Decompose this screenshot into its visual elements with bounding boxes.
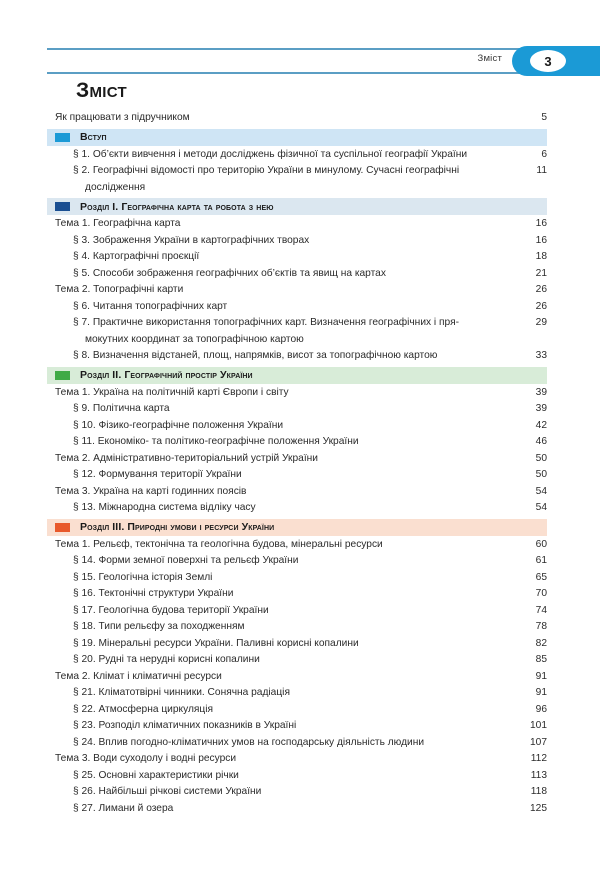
toc-entry[interactable] <box>47 451 547 468</box>
toc-entry[interactable] <box>47 249 547 266</box>
toc-entry[interactable] <box>47 784 547 801</box>
toc-entry-page-number: 101 <box>530 720 547 731</box>
toc-entry[interactable] <box>47 418 547 435</box>
toc-entry[interactable] <box>47 163 547 196</box>
toc-entry[interactable] <box>47 652 547 669</box>
toc-entry-page-number: 16 <box>535 218 547 229</box>
toc-entry-page-number: 107 <box>530 736 547 748</box>
toc-entry-page-number: 118 <box>530 786 547 797</box>
toc-entry[interactable] <box>47 266 547 283</box>
toc-entry-page-number: 39 <box>535 386 547 398</box>
toc-entry-page-number: 42 <box>535 419 547 431</box>
header-label: Зміст <box>477 53 502 64</box>
toc-entry-label: § 2. Географічні відомості про територію України в минулому. Сучасні географічні дослідження <box>47 163 469 196</box>
toc-entry-page-number: 112 <box>530 753 547 764</box>
toc-entry-page-number: 54 <box>535 502 547 513</box>
toc-section-header <box>47 519 547 536</box>
toc-entry-label: Тема 1. Рельєф, тектонічна та геологічна будова, мінеральні ресурси <box>55 538 383 550</box>
toc-entry-label: Як працювати з підручником <box>55 112 190 123</box>
toc-entry-label: § 17. Геологічна будова території України <box>73 604 269 616</box>
toc-entry[interactable] <box>47 718 547 735</box>
toc-entry-label: § 6. Читання топографічних карт <box>73 300 228 312</box>
toc-entry[interactable] <box>47 401 547 418</box>
section-title: Розділ II. Географічний простір України <box>80 369 253 381</box>
toc-entry-page-number: 6 <box>541 148 547 160</box>
toc-entry-page-number: 65 <box>535 571 547 583</box>
toc-entry-page-number: 113 <box>530 769 547 781</box>
toc-entry-label: § 10. Фізико-географічне положення України <box>73 419 284 431</box>
toc-entry-label: Тема 2. Клімат і кліматичні ресурси <box>55 670 222 682</box>
toc-section-header <box>47 129 547 146</box>
toc-entry-label: § 7. Практичне використання топографічних карт. Визначення географічних і пря- мокутних координат за топографічною картою <box>47 315 469 348</box>
toc-entry-label: Тема 1. Географічна карта <box>55 218 181 229</box>
toc-entry-page-number: 125 <box>530 802 547 814</box>
toc-entry-label: § 18. Типи рельєфу за походженням <box>73 621 245 632</box>
toc-entry-label: § 26. Найбільші річкові системи України <box>73 786 262 797</box>
toc-entry-label: § 11. Економіко- та політико-географічне положення України <box>73 436 359 447</box>
toc-entry-label: § 23. Розподіл кліматичних показників в Україні <box>73 720 297 731</box>
toc-entry-label: § 24. Вплив погодно-кліматичних умов на господарську діяльність людини <box>73 736 425 748</box>
toc-entry-page-number: 11 <box>536 165 547 176</box>
toc-entry[interactable] <box>47 434 547 451</box>
toc-entry-page-number: 29 <box>535 317 547 328</box>
toc-entry-page-number: 26 <box>535 284 547 295</box>
running-header <box>0 48 600 80</box>
toc-entry[interactable] <box>47 110 547 127</box>
toc-entry-label: § 16. Тектонічні структури України <box>73 588 234 599</box>
toc-entry[interactable] <box>47 484 547 501</box>
toc-entry[interactable] <box>47 299 547 316</box>
toc-entry-page-number: 74 <box>535 604 547 616</box>
section-title: Розділ III. Природні умови і ресурси України <box>80 521 275 533</box>
section-title: Вступ <box>80 131 107 143</box>
toc-entry[interactable] <box>47 553 547 570</box>
toc-entry-page-number: 96 <box>535 703 547 715</box>
toc-entry[interactable] <box>47 348 547 365</box>
toc-entry-page-number: 61 <box>535 555 547 566</box>
toc-entry-label: § 14. Форми земної поверхні та рельєф України <box>73 555 299 566</box>
toc-entry-label: § 3. Зображення України в картографічних творах <box>73 234 310 246</box>
toc-entry[interactable] <box>47 619 547 636</box>
page-number-oval <box>530 50 566 72</box>
toc-entry[interactable] <box>47 216 547 233</box>
toc-entry-page-number: 82 <box>535 637 547 649</box>
page-number-badge <box>512 46 600 76</box>
toc-entry-label: § 4. Картографічні проєкції <box>73 251 200 262</box>
toc-entry[interactable] <box>47 669 547 686</box>
toc-entry-page-number: 60 <box>535 538 547 550</box>
section-marker-icon <box>55 133 70 142</box>
toc-entry[interactable] <box>47 768 547 785</box>
toc-entry-label: § 15. Геологічна історія Землі <box>73 571 213 583</box>
toc-entry[interactable] <box>47 702 547 719</box>
table-of-contents <box>47 110 547 817</box>
toc-entry-page-number: 54 <box>535 485 547 497</box>
toc-entry-label: § 22. Атмосферна циркуляція <box>73 703 214 715</box>
toc-entry-label-continuation: дослідження <box>85 181 146 193</box>
toc-entry-label-continuation: мокутних координат за топографічною картою <box>85 333 304 345</box>
toc-section-header <box>47 367 547 384</box>
toc-entry-label: § 9. Політична карта <box>73 403 170 414</box>
toc-entry-page-number: 91 <box>535 670 547 682</box>
toc-entry-page-number: 21 <box>535 267 547 279</box>
toc-entry-page-number: 70 <box>535 588 547 599</box>
toc-entry[interactable] <box>47 537 547 554</box>
section-marker-icon <box>55 202 70 211</box>
toc-entry-page-number: 85 <box>535 654 547 665</box>
toc-entry-label: § 12. Формування території України <box>73 469 242 480</box>
toc-entry-page-number: 5 <box>541 112 547 123</box>
toc-entry[interactable] <box>47 500 547 517</box>
toc-entry[interactable] <box>47 147 547 164</box>
toc-entry[interactable] <box>47 586 547 603</box>
toc-entry-page-number: 26 <box>535 300 547 312</box>
toc-entry-page-number: 46 <box>535 436 547 447</box>
toc-entry-label: Тема 3. Води суходолу і водні ресурси <box>55 753 237 764</box>
toc-entry-page-number: 16 <box>535 234 547 246</box>
toc-entry[interactable] <box>47 735 547 752</box>
header-rule-bottom <box>47 72 560 74</box>
toc-entry-page-number: 78 <box>535 621 547 632</box>
toc-entry-label: § 1. Об’єкти вивчення і методи досліджень фізичної та суспільної географії України <box>73 148 468 160</box>
toc-entry-page-number: 91 <box>535 687 547 698</box>
toc-entry-page-number: 50 <box>535 469 547 480</box>
toc-entry-page-number: 33 <box>535 350 547 361</box>
toc-entry-label: § 5. Способи зображення географічних об’єктів та явищ на картах <box>73 267 386 279</box>
section-marker-icon <box>55 523 70 532</box>
toc-entry-label: Тема 1. Україна на політичній карті Європи і світу <box>55 386 289 398</box>
toc-entry-label: § 27. Лимани й озера <box>73 802 174 814</box>
toc-entry-label: § 13. Міжнародна система відліку часу <box>73 502 256 513</box>
toc-entry-label: Тема 2. Топографічні карти <box>55 284 184 295</box>
toc-entry-page-number: 39 <box>535 403 547 414</box>
toc-entry-page-number: 18 <box>535 251 547 262</box>
page-title: Зміст <box>76 79 127 102</box>
toc-entry[interactable] <box>47 636 547 653</box>
section-title: Розділ I. Географічна карта та робота з нею <box>80 200 274 213</box>
toc-entry-label: § 19. Мінеральні ресурси України. Паливні корисні копалини <box>73 637 359 649</box>
toc-entry[interactable] <box>47 467 547 484</box>
toc-entry-label: § 8. Визначення відстаней, площ, напрямків, висот за топографічною картою <box>73 350 438 361</box>
toc-entry[interactable] <box>47 751 547 768</box>
toc-entry[interactable] <box>47 282 547 299</box>
toc-entry[interactable] <box>47 315 547 348</box>
toc-entry[interactable] <box>47 570 547 587</box>
section-marker-icon <box>55 371 70 380</box>
toc-entry-label: Тема 2. Адміністративно-територіальний устрій України <box>55 452 318 464</box>
toc-entry[interactable] <box>47 801 547 818</box>
toc-section-header <box>47 198 547 215</box>
header-rule-top <box>47 48 560 50</box>
toc-entry[interactable] <box>47 385 547 402</box>
toc-entry-label: § 25. Основні характеристики річки <box>73 769 239 781</box>
toc-entry-label: § 20. Рудні та нерудні корисні копалини <box>73 654 260 665</box>
toc-entry-page-number: 50 <box>535 452 547 464</box>
toc-entry-label: Тема 3. Україна на карті годинних поясів <box>55 485 247 497</box>
page-number: 3 <box>544 53 552 69</box>
toc-entry[interactable] <box>47 685 547 702</box>
toc-entry-label: § 21. Кліматотвірні чинники. Сонячна радіація <box>73 687 290 698</box>
toc-entry[interactable] <box>47 233 547 250</box>
toc-entry[interactable] <box>47 603 547 620</box>
